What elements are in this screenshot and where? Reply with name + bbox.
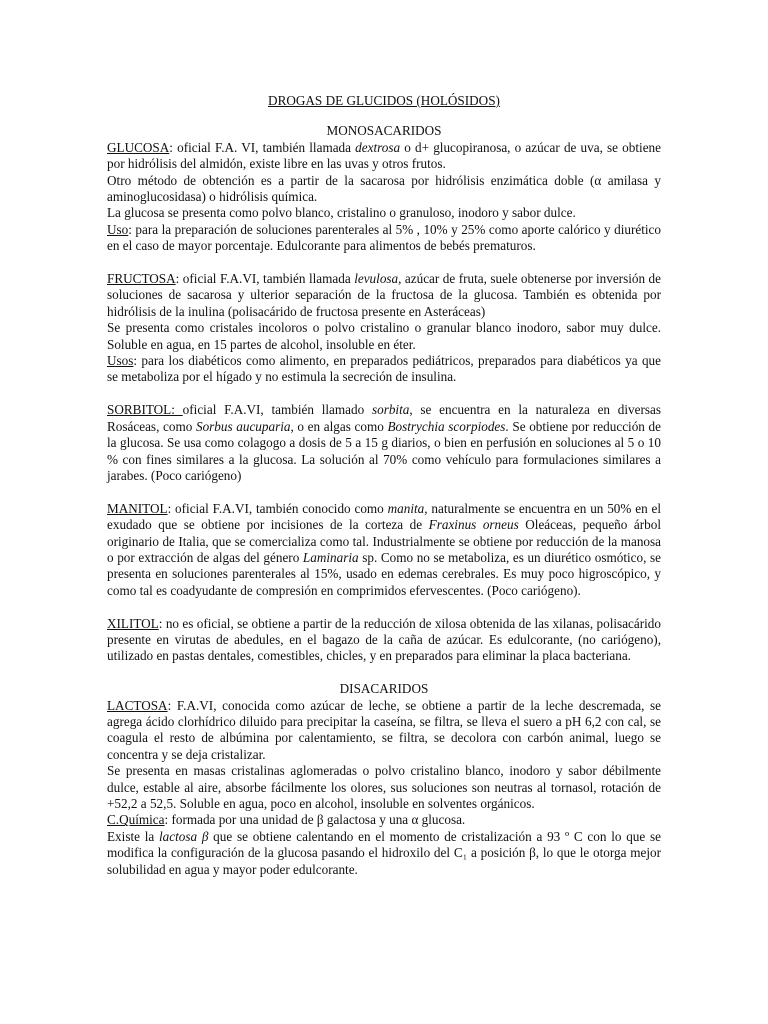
entry-glucosa xyxy=(107,140,661,255)
glucosa-uso: Uso: para la preparación de soluciones parenterales al 5% , 10% y 25% como aporte calórico y diurético en el caso de mayor porcentaje. Edulcorante para alimentos de bebés prematuros. xyxy=(107,221,661,254)
lactosa-paragraph-2: Se presenta en masas cristalinas aglomeradas o polvo cristalino blanco, inodoro y sabor débilmente dulce, estable al aire, absorbe fácilmente los olores, sus soluciones son neutras al tornasol, rotación de +52,2 a 52,5. Soluble en agua, poco en alcohol, insoluble en solventes orgánicos. xyxy=(107,763,661,811)
fructosa-term: FRUCTOSA xyxy=(107,271,176,287)
glucosa-paragraph-2: Otro método de obtención es a partir de la sacarosa por hidrólisis enzimática doble (α amilasa y aminoglucosidasa) o hidrólisis química. xyxy=(107,172,661,205)
lactosa-composicion: C.Química: formada por una unidad de β galactosa y una α glucosa. xyxy=(107,812,466,828)
entry-fructosa xyxy=(107,271,661,386)
entry-lactosa xyxy=(107,698,661,878)
usos-label: Usos xyxy=(107,353,134,369)
uso-label: Uso xyxy=(107,221,129,237)
fructosa-paragraph-2: Se presenta como cristales incoloros o polvo cristalino o granular blanco inodoro, sabor muy dulce. Soluble en agua, en 15 partes de alcohol, insoluble en éter. xyxy=(107,320,661,352)
manitol-term: MANITOL xyxy=(107,500,168,516)
sorbitol-term: SORBITOL: xyxy=(107,402,183,418)
glucosa-paragraph-3: La glucosa se presenta como polvo blanco, cristalino o granuloso, inodoro y sabor dulce. xyxy=(107,205,576,221)
fructosa-paragraph-1: FRUCTOSA: oficial F.A.VI, también llamada levulosa, azúcar de fruta, suele obtenerse por inversión de soluciones de sacarosa y ulterior separación de la fructosa de la glucosa. También es obtenida por hidrólisis de la inulina (polisacárido de fructosa presente en Asteráceas) xyxy=(107,271,661,319)
glucosa-term: GLUCOSA xyxy=(107,139,170,155)
entry-manitol xyxy=(107,501,661,599)
section-heading-disacaridos: DISACARIDOS xyxy=(339,681,429,697)
lactosa-paragraph-1: LACTOSA: F.A.VI, conocida como azúcar de leche, se obtiene a partir de la leche descremada, se agrega ácido clorhídrico diluido para precipitar la caseína, se filtra, se lleva el suero a pH 6,2 con cal, se coagula el resto de albúmina por calentamiento, se filtra, se decolora con carbón animal, luego se concentra y se deja cristalizar. xyxy=(107,697,661,762)
glucosa-paragraph-1: GLUCOSA: oficial F.A. VI, también llamada dextrosa o d+ glucopiranosa, o azúcar de uva, se obtiene por hidrólisis del almidón, existe libre en las uvas y otros frutos. xyxy=(107,139,661,172)
lactosa-paragraph-4: Existe la lactosa β que se obtiene calentando en el momento de cristalización a 93 º C con lo que se modifica la configuración de la glucosa pasando el hidroxilo del C₁ a posición β, lo que le otorga mejor solubilidad en agua y mayor poder edulcorante. xyxy=(107,828,661,877)
page-title: DROGAS DE GLUCIDOS (HOLÓSIDOS) xyxy=(268,93,500,108)
section-heading-monosacaridos: MONOSACARIDOS xyxy=(326,123,442,139)
cquimica-label: C.Química xyxy=(107,812,165,828)
manitol-paragraph: MANITOL: oficial F.A.VI, también conocido como manita, naturalmente se encuentra en un 50% en el exudado que se obtiene por incisiones de la corteza de Fraxinus orneus Oleáceas, pequeño árbol originario de Italia, que se comercializa como tal. Industrialmente se obtiene por reducción de la manosa o por extracción de algas del género Laminaria sp. Como no se metaboliza, es un diurético osmótico, se presenta en soluciones parenterales al 15%, usado en edemas cerebrales. Es muy poco higroscópico, y como tal es coadyudante de compresión en comprimidos efervescentes. (Poco cariógeno). xyxy=(107,500,662,598)
entry-sorbitol xyxy=(107,402,661,484)
sorbitol-paragraph: SORBITOL: oficial F.A.VI, también llamado sorbita, se encuentra en la naturaleza en diversas Rosáceas, como Sorbus aucuparia, o en algas como Bostrychia scorpiodes. Se obtiene por reducción de la glucosa. Se usa como colagogo a dosis de 5 a 15 g diarios, o bien en perfusión en soluciones al 5 o 10 % con fines similares a la glucosa. La solución al 70% como vehículo para formulaciones similares a jarabes. (Poco cariógeno) xyxy=(107,402,661,483)
fructosa-usos: Usos: para los diabéticos como alimento, en preparados pediátricos, preparados para diabéticos ya que se metaboliza por el hígado y no estimula la secreción de insulina. xyxy=(107,353,661,385)
entry-xilitol xyxy=(107,616,661,665)
xilitol-paragraph: XILITOL: no es oficial, se obtiene a partir de la reducción de xilosa obtenida de las xilanas, polisacárido presente en virutas de abedules, en el bagazo de la caña de azúcar. Es edulcorante, (no cariógeno), utilizado en pastas dentales, comestibles, chicles, y en preparados para eliminar la placa bacteriana. xyxy=(107,615,661,664)
xilitol-term: XILITOL xyxy=(107,615,159,631)
lactosa-term: LACTOSA xyxy=(107,697,168,713)
